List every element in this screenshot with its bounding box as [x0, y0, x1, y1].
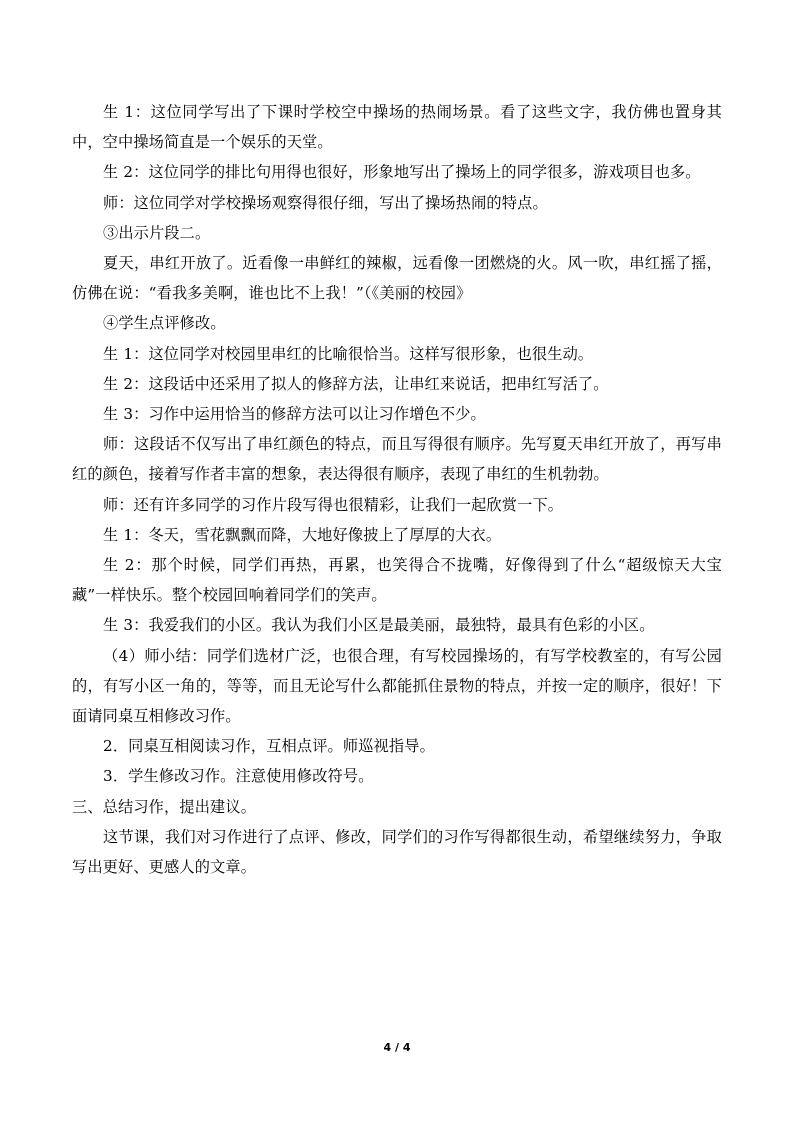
- paragraph-13: 生 2：那个时候，同学们再热，再累，也笑得合不拢嘴，好像得到了什么“超级惊天大宝藏”一样快乐。整个校园回响着同学们的笑声。: [72, 556, 722, 605]
- paragraph-11: 师：还有许多同学的习作片段写得也很精彩，让我们一起欣赏一下。: [103, 495, 564, 514]
- paragraph-17: 3．学生修改习作。注意使用修改符号。: [103, 767, 374, 786]
- page-number: 4 / 4: [383, 1041, 411, 1054]
- document-body: [72, 97, 722, 882]
- paragraph-19: 这节课，我们对习作进行了点评、修改，同学们的习作写得都很生动，希望继续努力，争取写出更好、更感人的文章。: [72, 827, 722, 877]
- paragraph-6: ④学生点评修改。: [103, 314, 226, 333]
- paragraph-3: 师：这位同学对学校操场观察得很仔细，写出了操场热闹的特点。: [103, 193, 548, 212]
- paragraph-4: ③出示片段二。: [103, 223, 211, 242]
- paragraph-10: 师：这段话不仅写出了串红颜色的特点，而且写得很有顺序。先写夏天串红开放了，再写串红的颜色，接着写作者丰富的想象，表达得很有顺序，表现了串红的生机勃勃。: [72, 435, 722, 484]
- paragraph-8: 生 2：这段话中还采用了拟人的修辞方法，让串红来说话，把串红写活了。: [103, 374, 609, 393]
- paragraph-7: 生 1：这位同学对校园里串红的比喻很恰当。这样写很形象，也很生动。: [103, 344, 594, 363]
- paragraph-5: 夏天，串红开放了。近看像一串鲜红的辣椒，远看像一团燃烧的火。风一吹，串红摇了摇，仿佛在说：“看我多美啊，谁也比不上我！”（《美丽的校园》: [72, 254, 722, 303]
- paragraph-9: 生 3：习作中运用恰当的修辞方法可以让习作增色不少。: [103, 405, 486, 424]
- paragraph-2: 生 2：这位同学的排比句用得也很好，形象地写出了操场上的同学很多，游戏项目也多。: [103, 163, 701, 182]
- paragraph-16: 2．同桌互相阅读习作，互相点评。师巡视指导。: [103, 737, 435, 756]
- section-heading: 三、总结习作，提出建议。: [72, 797, 257, 816]
- paragraph-12: 生 1：冬天，雪花飘飘而降，大地好像披上了厚厚的大衣。: [103, 525, 502, 544]
- paragraph-15: （4）师小结：同学们选材广泛，也很合理，有写校园操场的，有写学校教室的，有写公园的，有写小区一角的，等等，而且无论写什么都能抓住景物的特点，并按一定的顺序，很好！下面请同桌互相修改习作。: [72, 646, 722, 726]
- paragraph-14: 生 3：我爱我们的小区。我认为我们小区是最美丽，最独特，最具有色彩的小区。: [103, 616, 655, 635]
- paragraph-1: 生 1：这位同学写出了下课时学校空中操场的热闹场景。看了这些文字，我仿佛也置身其中，空中操场简直是一个娱乐的天堂。: [72, 103, 722, 152]
